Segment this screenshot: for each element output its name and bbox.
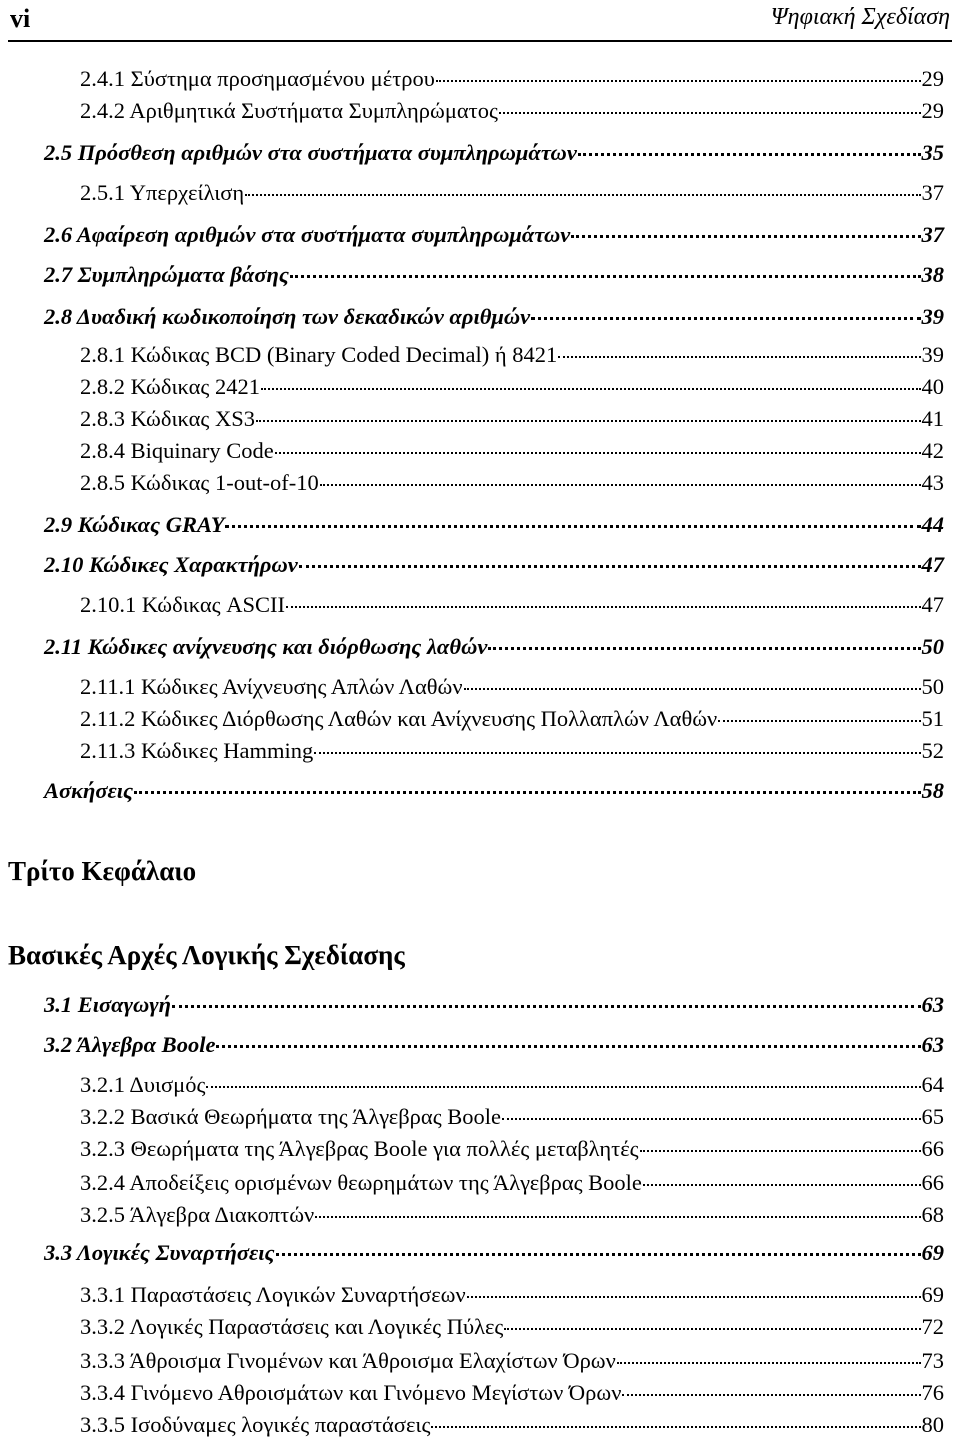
toc-entry-page: 42: [921, 438, 944, 463]
toc-entry-label: 3.3.4 Γινόμενο Αθροισμάτων και Γινόμενο Μεγίστων Όρων: [80, 1380, 622, 1405]
toc-entry-label: 2.8.5 Κώδικας 1-out-of-10: [80, 470, 319, 495]
toc-entry-label: 3.2.4 Αποδείξεις ορισμένων θεωρημάτων της Άλγεβρας Boole: [80, 1170, 642, 1195]
toc-entry: [80, 438, 944, 468]
dot-leader: [643, 1183, 921, 1186]
dot-leader: [464, 687, 921, 690]
toc-entry: [80, 374, 944, 404]
toc-entry-label: 2.9 Κώδικας GRAY: [44, 512, 225, 537]
toc-entry: [80, 1104, 944, 1134]
toc-entry: [80, 180, 944, 210]
toc-entry-label: 3.1 Εισαγωγή: [44, 992, 171, 1017]
dot-leader: [290, 274, 921, 278]
dot-leader: [431, 1425, 920, 1428]
dot-leader: [578, 152, 921, 156]
toc-entry-label: 2.8 Δυαδική κωδικοποίηση των δεκαδικών αριθμών: [44, 304, 531, 329]
dot-leader: [286, 605, 921, 608]
toc-entry-label: 2.11.1 Κώδικες Ανίχνευσης Απλών Λαθών: [80, 674, 463, 699]
dot-leader: [718, 719, 920, 722]
dot-leader: [276, 1252, 921, 1256]
dot-leader: [502, 1117, 921, 1120]
dot-leader: [499, 111, 921, 114]
dot-leader: [504, 1327, 920, 1330]
toc-entry-page: 68: [921, 1202, 944, 1227]
toc-entry-label: 2.8.3 Κώδικας XS3: [80, 406, 255, 431]
toc-entry: [80, 1412, 944, 1442]
toc-entry: [80, 706, 944, 736]
toc-entry-page: 64: [921, 1072, 944, 1097]
toc-entry-page: 76: [921, 1380, 944, 1405]
toc-entry: [44, 140, 944, 170]
toc-entry-page: 51: [921, 706, 944, 731]
dot-leader: [320, 483, 921, 486]
toc-entry-label: 3.2.5 Άλγεβρα Διακοπτών: [80, 1202, 315, 1227]
toc-entry-label: 3.2.3 Θεωρήματα της Άλγεβρας Boole για πολλές μεταβλητές: [80, 1136, 639, 1161]
toc-entry-page: 65: [921, 1104, 944, 1129]
toc-entry-page: 66: [921, 1170, 944, 1195]
toc-entry-page: 43: [921, 470, 944, 495]
toc-entry: [80, 342, 944, 372]
toc-entry-label: 3.3.3 Άθροισμα Γινομένων και Άθροισμα Ελαχίστων Όρων: [80, 1348, 616, 1373]
toc-entry-page: 50: [921, 634, 944, 659]
toc-entry: [44, 552, 944, 582]
toc-entry-label: 2.11.3 Κώδικες Hamming: [80, 738, 314, 763]
toc-entry-page: 73: [921, 1348, 944, 1373]
toc-entry-page: 69: [921, 1240, 944, 1265]
toc-entry-label: 3.2 Άλγεβρα Boole: [44, 1032, 216, 1057]
toc-entry: [44, 778, 944, 808]
toc-entry-page: 52: [921, 738, 944, 763]
toc-entry-page: 37: [921, 180, 944, 205]
toc-entry-page: 44: [921, 512, 944, 537]
toc-entry-label: 2.8.1 Κώδικας BCD (Binary Coded Decimal) ή 8421: [80, 342, 558, 367]
toc-entry: [44, 1240, 944, 1270]
dot-leader: [172, 1004, 921, 1008]
toc-entry-label: 2.4.1 Σύστημα προσημασμένου μέτρου: [80, 66, 435, 91]
toc-entry: [44, 992, 944, 1022]
toc-entry-label: 3.2.1 Δυισμός: [80, 1072, 206, 1097]
dot-leader: [275, 451, 921, 454]
toc-entry-label: 3.3.5 Ισοδύναμες λογικές παραστάσεις: [80, 1412, 431, 1437]
toc-entry-page: 38: [921, 262, 944, 287]
toc-entry-label: 2.7 Συμπληρώματα βάσης: [44, 262, 289, 287]
toc-entry: [80, 1202, 944, 1232]
toc-entry: [44, 634, 944, 664]
toc-entry-label: 2.5.1 Υπερχείλιση: [80, 180, 245, 205]
dot-leader: [467, 1295, 921, 1298]
toc-entry: [80, 470, 944, 500]
toc-entry-page: 39: [921, 304, 944, 329]
toc-entry: [80, 1072, 944, 1102]
toc-entry: [80, 1282, 944, 1312]
toc-entry-label: 2.8.2 Κώδικας 2421: [80, 374, 260, 399]
page-number: vi: [10, 4, 31, 33]
toc-entry: [80, 98, 944, 128]
book-title: Ψηφιακή Σχεδίαση: [770, 4, 950, 30]
toc-entry-label: 2.5 Πρόσθεση αριθμών στα συστήματα συμπληρωμάτων: [44, 140, 577, 165]
dot-leader: [206, 1085, 920, 1088]
dot-leader: [531, 316, 920, 320]
dot-leader: [571, 234, 920, 238]
toc-entry-label: 2.6 Αφαίρεση αριθμών στα συστήματα συμπληρωμάτων: [44, 222, 571, 247]
toc-entry: [80, 1170, 944, 1200]
chapter-label: Τρίτο Κεφάλαιο: [8, 856, 197, 886]
toc-entry-label: 2.10.1 Κώδικας ASCII: [80, 592, 285, 617]
toc-entry-label: 2.4.2 Αριθμητικά Συστήματα Συμπληρώματος: [80, 98, 498, 123]
dot-leader: [134, 790, 920, 794]
toc-entry: [80, 1314, 944, 1344]
toc-entry-page: 72: [921, 1314, 944, 1339]
toc-entry-label: 2.11.2 Κώδικες Διόρθωσης Λαθών και Ανίχνευσης Πολλαπλών Λαθών: [80, 706, 718, 731]
dot-leader: [261, 387, 921, 390]
toc-entry: [80, 1348, 944, 1378]
toc-entry: [80, 66, 944, 96]
toc-entry-label: 3.3.1 Παραστάσεις Λογικών Συναρτήσεων: [80, 1282, 466, 1307]
toc-entry: [44, 262, 944, 292]
dot-leader: [314, 751, 920, 754]
toc-entry-label: 3.2.2 Βασικά Θεωρήματα της Άλγεβρας Boole: [80, 1104, 501, 1129]
toc-entry-page: 69: [921, 1282, 944, 1307]
toc-entry-page: 63: [921, 1032, 944, 1057]
dot-leader: [558, 355, 920, 358]
toc-entry-label: 2.10 Κώδικες Χαρακτήρων: [44, 552, 298, 577]
toc-entry-page: 39: [921, 342, 944, 367]
dot-leader: [436, 79, 921, 82]
toc-entry-page: 50: [921, 674, 944, 699]
toc-entry-page: 58: [921, 778, 944, 803]
toc-entry-label: Ασκήσεις: [44, 778, 134, 803]
dot-leader: [640, 1149, 921, 1152]
dot-leader: [216, 1044, 920, 1048]
toc-entry: [80, 406, 944, 436]
toc-entry-page: 47: [921, 552, 944, 577]
toc-entry-page: 35: [921, 140, 944, 165]
toc-entry-page: 80: [921, 1412, 944, 1437]
toc-entry-page: 37: [921, 222, 944, 247]
dot-leader: [225, 524, 920, 528]
toc-entry: [80, 1136, 944, 1166]
toc-entry-page: 47: [921, 592, 944, 617]
toc-entry-page: 41: [921, 406, 944, 431]
chapter-title: Βασικές Αρχές Λογικής Σχεδίασης: [8, 940, 405, 970]
dot-leader: [315, 1215, 920, 1218]
toc-entry-page: 66: [921, 1136, 944, 1161]
toc-entry-label: 3.3 Λογικές Συναρτήσεις: [44, 1240, 275, 1265]
dot-leader: [245, 193, 920, 196]
dot-leader: [299, 564, 921, 568]
toc-entry-label: 2.11 Κώδικες ανίχνευσης και διόρθωσης λαθών: [44, 634, 488, 659]
toc-entry-page: 63: [921, 992, 944, 1017]
toc-entry: [44, 222, 944, 252]
toc-entry-page: 29: [921, 98, 944, 123]
toc-entry-label: 2.8.4 Biquinary Code: [80, 438, 274, 463]
toc-entry: [44, 512, 944, 542]
toc-entry: [44, 304, 944, 334]
dot-leader: [488, 646, 920, 650]
dot-leader: [617, 1361, 921, 1364]
toc-entry: [44, 1032, 944, 1062]
page-header: [8, 0, 952, 42]
dot-leader: [256, 419, 921, 422]
toc-entry: [80, 1380, 944, 1410]
toc-entry: [80, 738, 944, 768]
toc-entry: [80, 674, 944, 704]
toc-entry: [80, 592, 944, 622]
toc-entry-page: 40: [921, 374, 944, 399]
toc-entry-page: 29: [921, 66, 944, 91]
toc-entry-label: 3.3.2 Λογικές Παραστάσεις και Λογικές Πύλες: [80, 1314, 504, 1339]
dot-leader: [622, 1393, 920, 1396]
